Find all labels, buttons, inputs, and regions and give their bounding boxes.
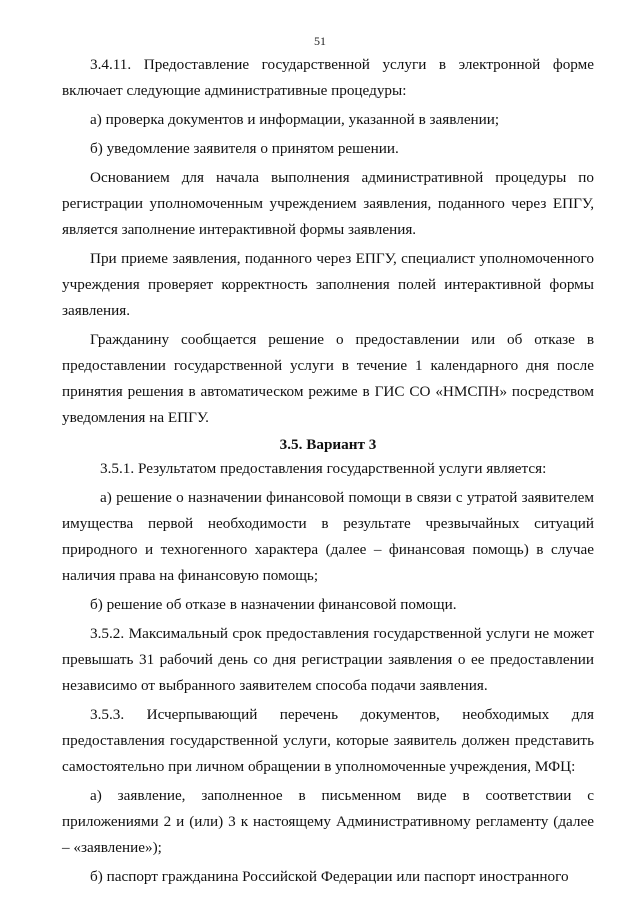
paragraph-3-5-2: 3.5.2. Максимальный срок предоставления государственной услуги не может превышать 31 рабочий день со дня регистрации заявления о ее предоставлении независимо от выбранного заявителем способа подачи заявления. [62,625,594,694]
paragraph-item-a: а) проверка документов и информации, указанной в заявлении; [90,111,500,128]
document-body [62,52,594,893]
paragraph-item-b: б) уведомление заявителя о принятом решении. [90,140,399,157]
section-heading: 3.5. Вариант 3 [279,436,377,453]
paragraph-3-4-11: 3.4.11. Предоставление государственной услуги в электронной форме включает следующие административные процедуры: [62,56,594,99]
paragraph-doc-a: а) заявление, заполненное в письменном виде в соответствии с приложениями 2 и (или) 3 к настоящему Административному регламенту (далее – «заявление»); [62,787,594,856]
paragraph-result-b: б) решение об отказе в назначении финансовой помощи. [90,596,457,613]
paragraph-result-a: а) решение о назначении финансовой помощи в связи с утратой заявителем имущества первой необходимости в результате чрезвычайных ситуаций природного и техногенного характера (далее – финансовая помощь) в случае наличия права на финансовую помощь; [62,489,594,584]
paragraph-3-5-3: 3.5.3. Исчерпывающий перечень документов, необходимых для предоставления государственной услуги, которые заявитель должен представить самостоятельно при личном обращении в уполномоченные учреждения, МФЦ: [62,706,594,775]
paragraph-3-5-1: 3.5.1. Результатом предоставления государственной услуги является: [100,460,547,477]
paragraph-basis: Основанием для начала выполнения административной процедуры по регистрации уполномоченным учреждением заявления, поданного через ЕПГУ, является заполнение интерактивной формы заявления. [62,169,594,238]
paragraph-reception: При приеме заявления, поданного через ЕПГУ, специалист уполномоченного учреждения проверяет корректность заполнения полей интерактивной формы заявления. [62,250,594,319]
page-number: 51 [314,34,326,48]
paragraph-doc-b: б) паспорт гражданина Российской Федерации или паспорт иностранного [90,868,569,885]
paragraph-notification: Гражданину сообщается решение о предоставлении или об отказе в предоставлении государственной услуги в течение 1 календарного дня после принятия решения в автоматическом режиме в ГИС СО «НМСПН» посредством уведомления на ЕПГУ. [62,331,594,426]
